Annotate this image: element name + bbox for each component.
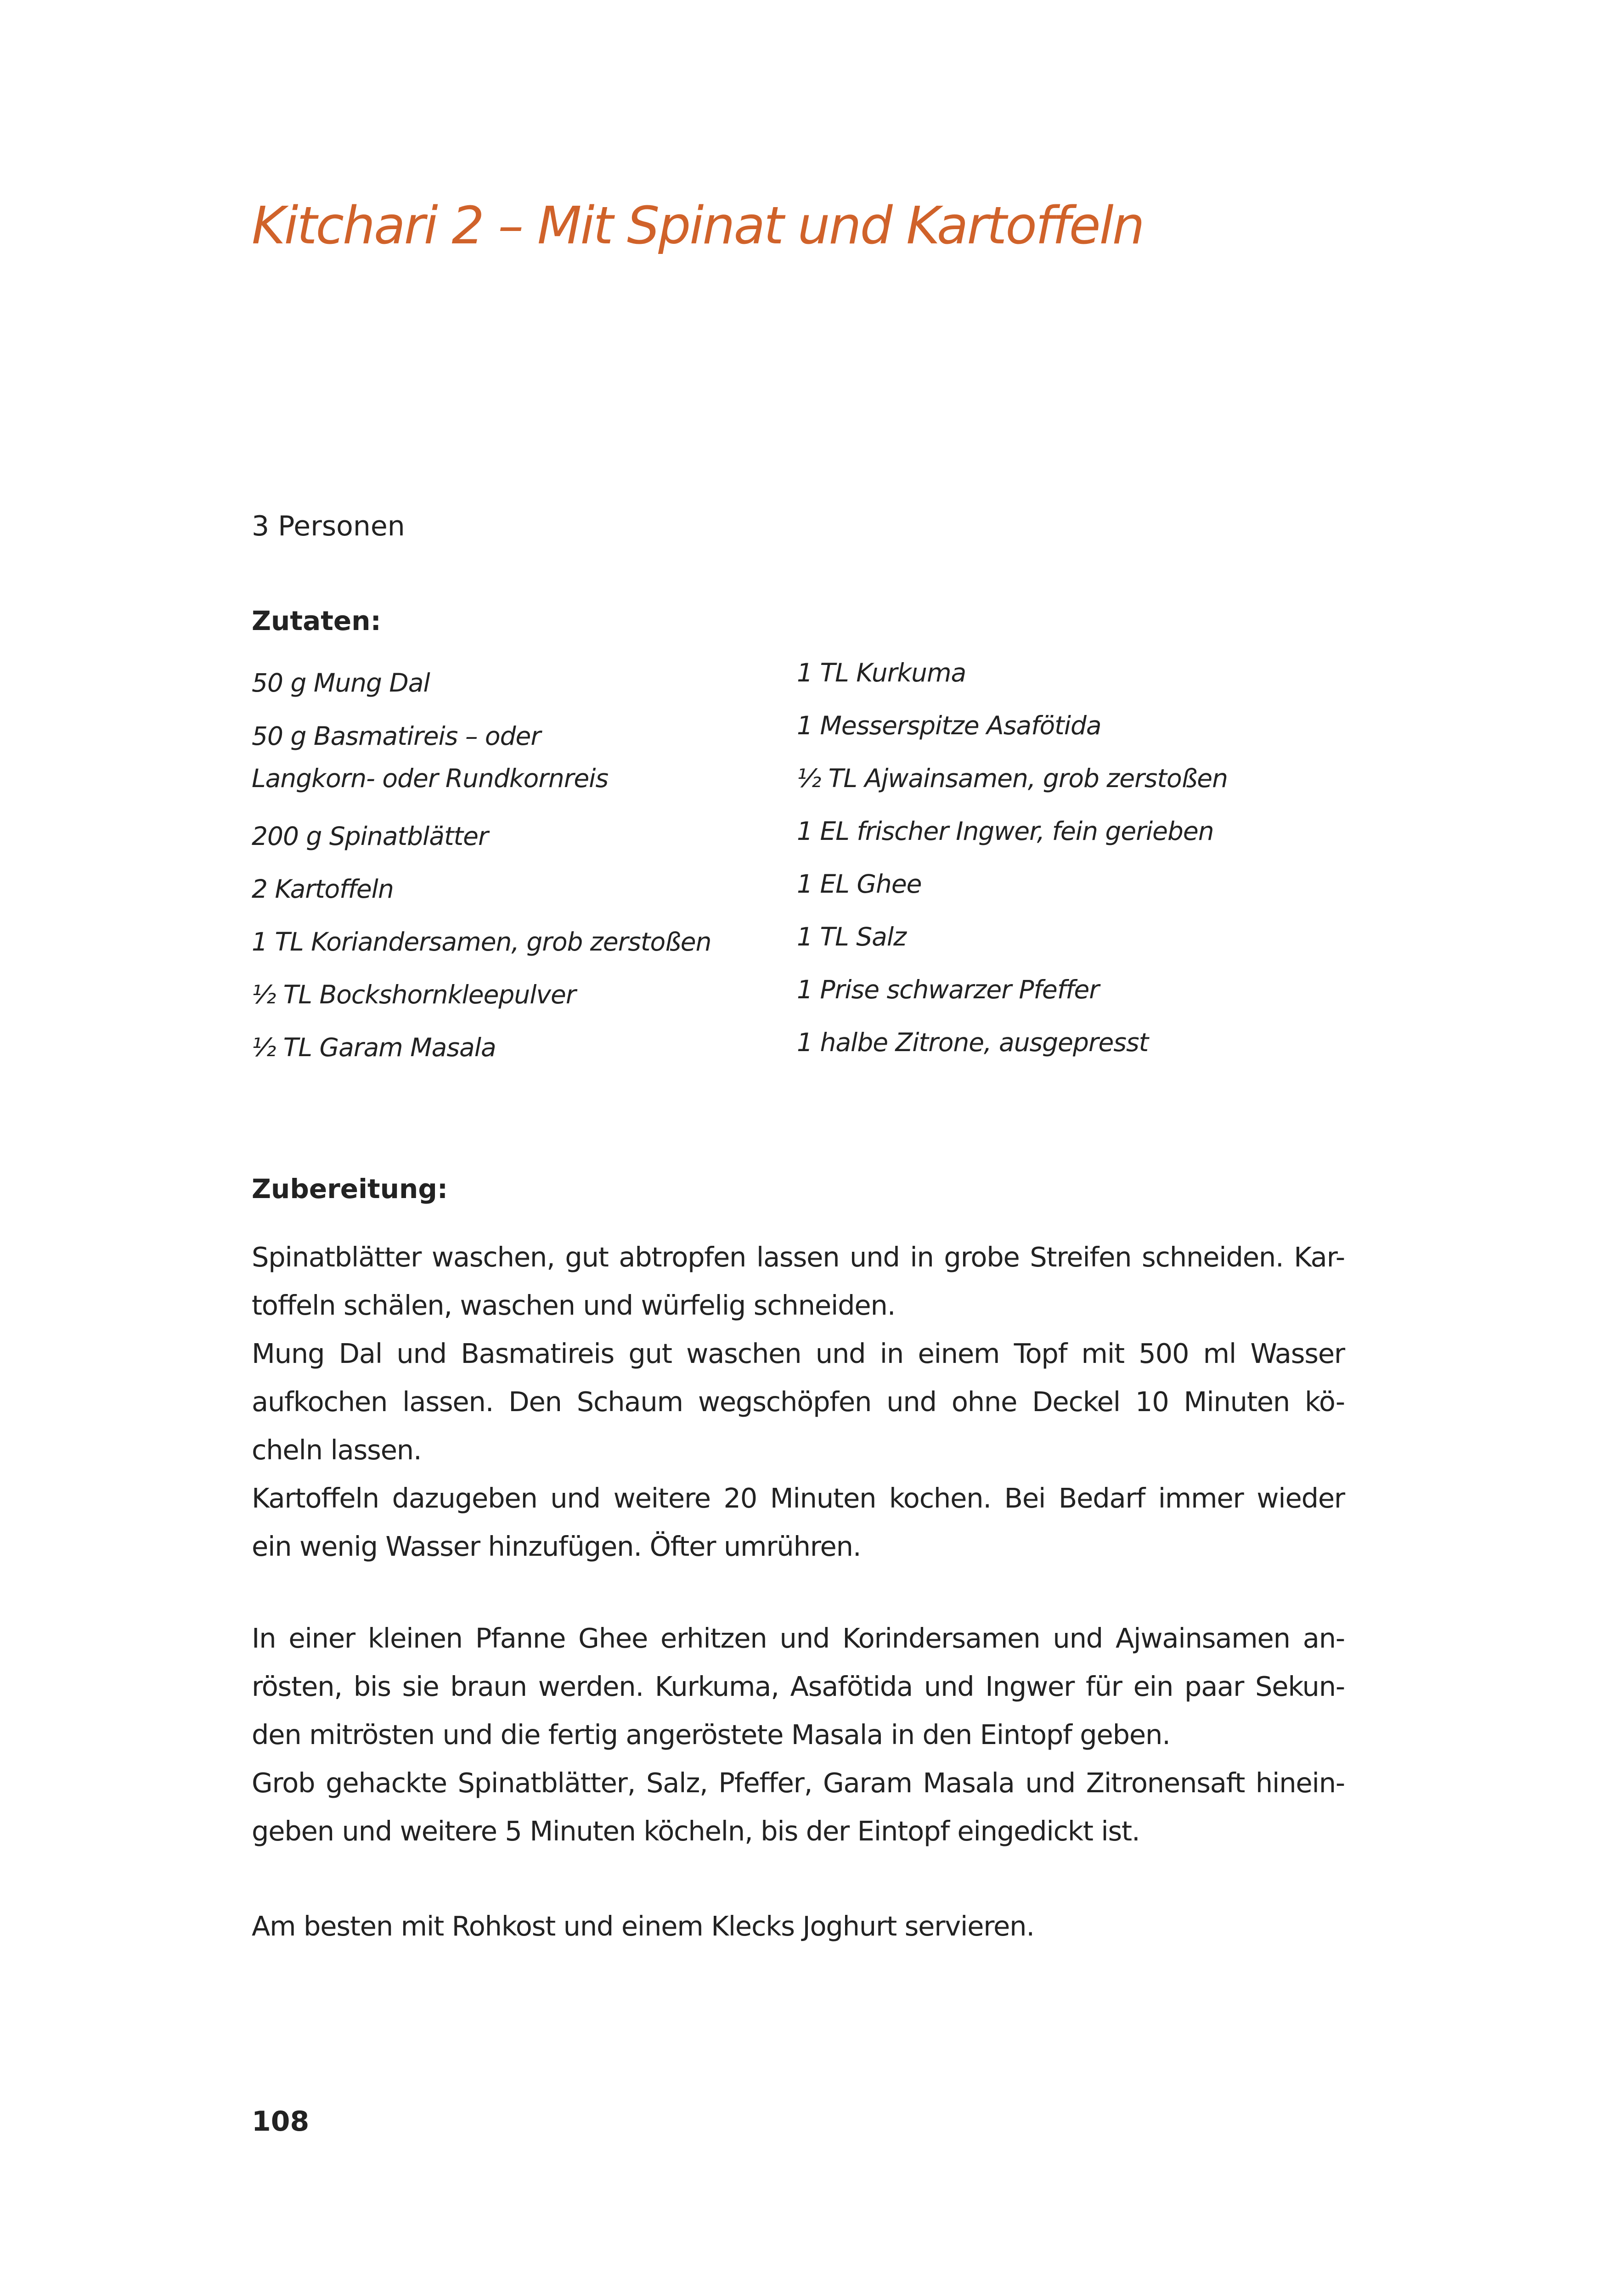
ingredient-item: 1 Messerspitze Asafötida <box>797 711 1101 740</box>
ingredient-item: ½ TL Ajwainsamen, grob zerstoßen <box>797 764 1228 793</box>
ingredient-item: 2 Kartoffeln <box>252 874 394 904</box>
ingredient-item: ½ TL Bockshornkleepulver <box>252 980 576 1009</box>
ingredient-item-line: Langkorn- oder Rundkornreis <box>252 764 609 793</box>
serving-tip <box>252 1902 1345 1950</box>
ingredient-item: 1 EL Ghee <box>797 869 922 899</box>
preparation-line: aufkochen lassen. Den Schaum wegschöpfen und ohne Deckel 10 Minuten kö- <box>252 1386 1345 1418</box>
ingredient-item: 1 TL Salz <box>797 922 906 951</box>
preparation-line: toffeln schälen, waschen und würfelig schneiden. <box>252 1289 896 1321</box>
preparation-line: Kartoffeln dazugeben und weitere 20 Minuten kochen. Bei Bedarf immer wieder <box>252 1482 1345 1514</box>
ingredient-item <box>252 709 711 799</box>
preparation-line: In einer kleinen Pfanne Ghee erhitzen und Korindersamen und Ajwainsamen an- <box>252 1622 1345 1654</box>
ingredients-heading: Zutaten: <box>252 605 381 636</box>
preparation-line: Spinatblätter waschen, gut abtropfen lassen und in grobe Streifen schneiden. Kar- <box>252 1241 1345 1273</box>
ingredient-item: 1 Prise schwarzer Pfeffer <box>797 975 1099 1004</box>
ingredient-item: 1 EL frischer Ingwer, fein gerieben <box>797 816 1214 846</box>
ingredient-item: 1 halbe Zitrone, ausgepresst <box>797 1028 1149 1057</box>
recipe-title: Kitchari 2 – Mit Spinat und Kartoffeln <box>252 196 1144 256</box>
preparation-heading: Zubereitung: <box>252 1173 448 1204</box>
preparation-line: cheln lassen. <box>252 1434 422 1466</box>
serving-tip-text: Am besten mit Rohkost und einem Klecks Joghurt servieren. <box>252 1910 1034 1942</box>
ingredient-item-line: 50 g Basmatireis – oder <box>252 721 541 751</box>
ingredient-item: 1 TL Kurkuma <box>797 658 966 687</box>
ingredients-right-column <box>797 647 1228 1069</box>
preparation-line: ein wenig Wasser hinzufügen. Öfter umrühren. <box>252 1531 861 1562</box>
ingredient-item: ½ TL Garam Masala <box>252 1033 496 1062</box>
servings: 3 Personen <box>252 510 405 542</box>
preparation-paragraph-2 <box>252 1614 1345 1855</box>
page-number: 108 <box>252 2105 310 2138</box>
preparation-line: geben und weitere 5 Minuten köcheln, bis der Eintopf eingedickt ist. <box>252 1815 1140 1847</box>
preparation-line: den mitrösten und die fertig angeröstete Masala in den Eintopf geben. <box>252 1719 1170 1750</box>
preparation-paragraph-1 <box>252 1233 1345 1570</box>
preparation-line: Grob gehackte Spinatblätter, Salz, Pfeffer, Garam Masala und Zitronensaft hinein- <box>252 1767 1345 1799</box>
preparation-line: rösten, bis sie braun werden. Kurkuma, Asafötida und Ingwer für ein paar Sekun- <box>252 1671 1345 1702</box>
ingredient-item: 50 g Mung Dal <box>252 668 430 698</box>
ingredient-item: 1 TL Koriandersamen, grob zerstoßen <box>252 927 711 957</box>
ingredient-item: 200 g Spinatblätter <box>252 822 488 851</box>
ingredients-left-column <box>252 657 711 1074</box>
preparation-line: Mung Dal und Basmatireis gut waschen und in einem Topf mit 500 ml Wasser <box>252 1338 1345 1369</box>
